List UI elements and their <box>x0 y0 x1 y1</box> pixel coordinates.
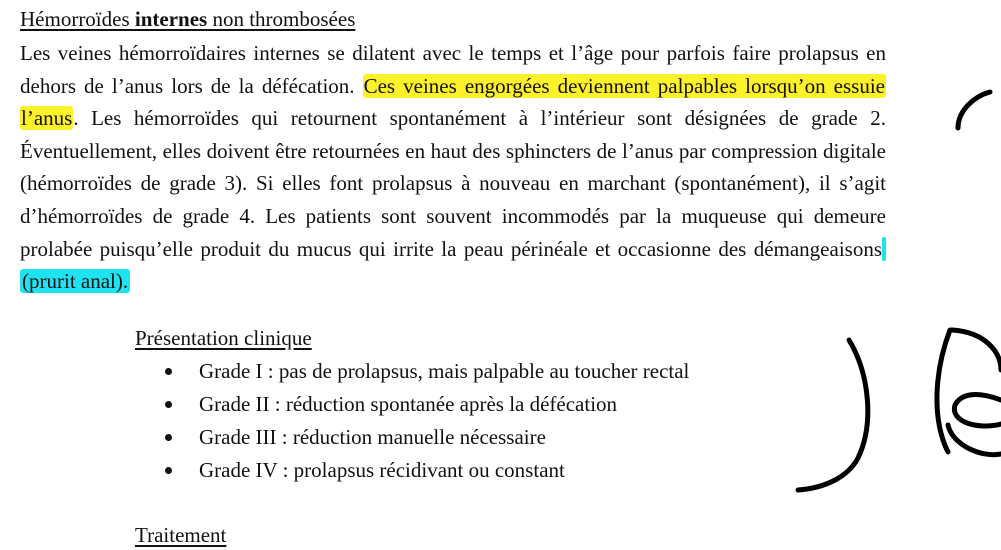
clinical-presentation-heading: Présentation clinique <box>135 326 312 350</box>
bullet-dot <box>165 368 172 375</box>
bullet-dot <box>165 467 172 474</box>
yellow-highlight: Ces veines engorgées deviennent palpables lorsqu’on essuie l’anus <box>21 73 885 131</box>
heading-suffix: non thrombosées <box>207 7 356 31</box>
section-heading <box>20 4 355 34</box>
list-item-text: Grade IV : prolapsus récidivant ou constant <box>199 458 565 482</box>
heading-bold-word: internes <box>134 7 208 31</box>
list-item <box>160 454 689 487</box>
ink-stroke-letter-b-loop <box>948 330 1001 455</box>
bullet-dot <box>165 401 172 408</box>
grade-list <box>160 355 689 487</box>
list-item <box>160 388 689 421</box>
ink-stroke-letter-b <box>937 330 950 452</box>
list-item <box>160 421 689 454</box>
ink-stroke-parenthesis <box>798 340 868 490</box>
list-item-text: Grade II : réduction spontanée après la défécation <box>199 392 618 416</box>
heading-prefix: Hémorroïdes <box>20 7 135 31</box>
list-item-text: Grade III : réduction manuelle nécessaire <box>199 425 546 449</box>
paragraph-text-continued: . Les hémorroïdes qui retournent spontanément à l’intérieur sont désignées de grade 2. Éventuellement, elles doivent être retournées en haut des sphincters de l’anus par compression digitale (hémorroïdes de grade 3). Si elles font prolapsus à nouveau en marchant (spontanément), il s’agit d’hémorroïdes de grade 4. Les patients sont souvent incommodés par la muqueuse qui demeure prolabée puisqu’elle produit du mucus qui irrite la peau périnéale et occasionne des démangeaisons <box>20 106 886 261</box>
cyan-highlight: (prurit anal). <box>20 237 886 294</box>
list-item <box>160 355 689 388</box>
ink-stroke-top-right-hook <box>958 92 990 128</box>
bullet-dot <box>165 434 172 441</box>
paragraph-text-start: Les veines hémorroïdaires internes se dilatent avec le temps et l’âge pour parfois faire prolapsus en dehors de l’anus lors de la défécation. <box>20 41 886 98</box>
treatment-heading: Traitement <box>135 523 227 547</box>
list-item-text: Grade I : pas de prolapsus, mais palpable au toucher rectal <box>199 359 690 383</box>
body-paragraph <box>20 37 886 298</box>
